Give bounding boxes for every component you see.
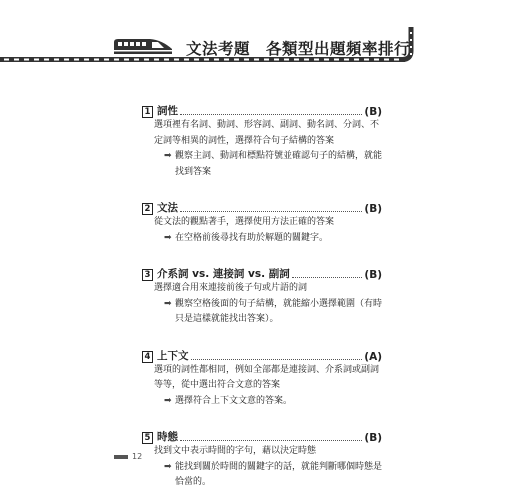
tip-text: 選擇符合上下文文意的答案。	[175, 395, 293, 406]
page-number	[114, 452, 142, 461]
section-title: 上下文	[157, 349, 189, 362]
arrow-right-icon: ➡	[164, 298, 172, 309]
section-title: 介系詞 vs. 連接詞 vs. 副詞	[157, 268, 290, 280]
page-title: 文法考題 各類型出題頻率排行	[186, 40, 411, 58]
arrow-right-icon: ➡	[164, 461, 172, 472]
answer-label: (B)	[364, 203, 382, 215]
dot-leader	[180, 210, 362, 212]
tip-text: 觀察主詞、動詞和標點符號並確認句子的結構，就能找到答案	[175, 151, 383, 177]
section-description: 選擇適合用來連接前後子句或片語的詞	[154, 283, 308, 293]
page-header	[0, 27, 520, 81]
list-item	[142, 201, 382, 246]
section-heading	[142, 104, 382, 118]
list-item	[142, 267, 382, 328]
list-item	[142, 430, 382, 491]
dot-leader	[292, 276, 363, 278]
section-description: 選項的詞性都相同，例如全部都是連接詞、介系詞或副詞等等，從中選出符合文意的答案	[154, 364, 380, 390]
section-heading	[142, 267, 382, 281]
rank-number: 1	[142, 106, 153, 118]
tip-text: 在空格前後尋找有助於解題的關鍵字。	[175, 232, 329, 243]
dot-leader	[180, 113, 362, 115]
answer-label: (B)	[364, 432, 382, 444]
tip-text: 能找到關於時間的關鍵字的話，就能判斷哪個時態是恰當的。	[175, 461, 383, 487]
rank-number: 5	[142, 432, 153, 444]
answer-label: (B)	[364, 106, 382, 118]
section-description: 選項裡有名詞、動詞、形容詞、副詞、動名詞、分詞、不定詞等相異的詞性，選擇符合句子結構的答案	[154, 120, 380, 146]
list-item	[142, 104, 382, 180]
dot-leader	[180, 439, 362, 441]
frequency-list	[142, 104, 382, 500]
answer-label: (B)	[364, 269, 382, 281]
section-title: 時態	[157, 431, 178, 443]
rank-number: 3	[142, 269, 153, 281]
page-number-bar	[114, 455, 128, 459]
train-icon	[114, 39, 172, 54]
list-item	[142, 349, 382, 410]
tip	[164, 460, 382, 491]
arrow-right-icon: ➡	[164, 395, 172, 406]
tip-text: 觀察空格後面的句子結構，就能縮小選擇範圍（有時只是這樣就能找出答案）。	[175, 298, 383, 324]
section-heading	[142, 201, 382, 215]
section-title: 詞性	[157, 105, 178, 117]
dot-leader	[191, 358, 363, 360]
page-number-text: 12	[132, 452, 143, 461]
rank-number: 4	[142, 351, 153, 363]
section-description: 從文法的觀點著手，選擇使用方法正確的答案	[154, 217, 335, 227]
tip	[164, 394, 382, 410]
rank-number: 2	[142, 203, 153, 215]
tip	[164, 297, 382, 328]
tip	[164, 231, 382, 247]
section-description: 找到文中表示時間的字句，藉以決定時態	[154, 446, 317, 456]
tip	[164, 149, 382, 180]
section-title: 文法	[157, 202, 178, 214]
section-heading	[142, 430, 382, 444]
arrow-right-icon: ➡	[164, 232, 172, 243]
answer-label: (A)	[364, 350, 382, 363]
section-heading	[142, 349, 382, 363]
arrow-right-icon: ➡	[164, 151, 172, 161]
